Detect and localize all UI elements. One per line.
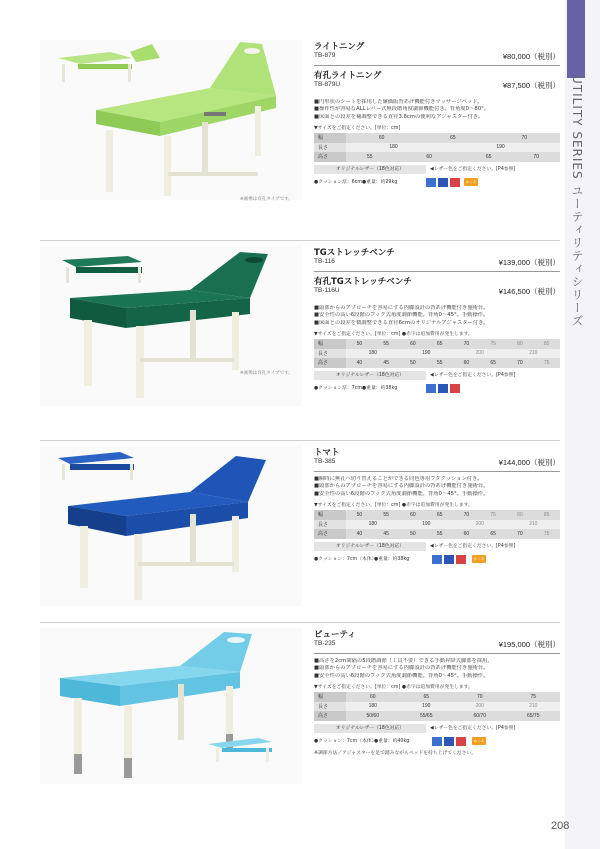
variant-name: 有孔ライトニング	[314, 71, 382, 81]
row-label: 長さ	[314, 349, 346, 359]
table-cell: 50	[346, 339, 373, 349]
table-cell: 65	[426, 339, 453, 349]
swatch-icon	[438, 384, 448, 393]
table-cell: 55	[426, 358, 453, 368]
table-cell: 50	[400, 358, 427, 368]
swatch-icon	[456, 737, 466, 746]
product-name: ビューティ	[314, 630, 356, 640]
variant-price: ¥87,500（税別）	[502, 81, 560, 90]
table-cell: 210	[507, 702, 561, 712]
leather-label: オリジナルレザー（18色対応）	[314, 165, 426, 174]
product-info	[314, 628, 560, 756]
table-row	[314, 358, 560, 368]
table-cell: 190	[400, 349, 454, 359]
product-photo	[40, 628, 302, 784]
spec-row	[314, 554, 560, 569]
photo-note: ※画像は有孔タイプです。	[240, 371, 293, 376]
table-row	[314, 529, 560, 539]
spec-row	[314, 736, 560, 751]
table-cell: 55	[373, 510, 400, 520]
row-label: 高さ	[314, 358, 346, 368]
table-cell: 50	[346, 510, 373, 520]
feature-list	[314, 476, 560, 498]
table-cell: 65	[400, 692, 454, 702]
table-cell: 75	[480, 510, 507, 520]
table-cell: 75	[507, 692, 561, 702]
table-cell: 55/65	[400, 711, 454, 721]
table-cell: 65	[417, 133, 488, 143]
row-label: 長さ	[314, 520, 346, 530]
product-info	[314, 246, 560, 395]
table-cell: 70	[507, 358, 534, 368]
table-cell: 210	[507, 520, 561, 530]
table-cell: 200	[453, 520, 507, 530]
product-photo	[40, 246, 302, 406]
feature-item: ■安全性の高い6段階のフック式角度調節機能。背角0～45°。手動操作。	[314, 490, 489, 497]
variant-code: TB-879U	[314, 81, 341, 88]
feature-item: ■操作性が容易なALLレバー式無段階角度調節機能付き。背角度0～80°。	[314, 106, 490, 113]
feature-list	[314, 658, 560, 680]
table-cell: 50	[400, 529, 427, 539]
variant-title-row	[314, 275, 560, 301]
table-cell: 85	[533, 339, 560, 349]
weight-spec: ●重量：約40kg	[374, 738, 410, 744]
table-cell: 80	[507, 339, 534, 349]
swatch-icon	[444, 737, 454, 746]
feature-item: ■頭部からのアプローチを容易にする内脚設計の背あげ機能付き施術台。	[314, 665, 489, 672]
spec-row	[314, 177, 560, 192]
product-title-row	[314, 628, 560, 654]
table-cell: 65	[480, 358, 507, 368]
size-note: ▼サイズをご指定ください。[単位：cm] ●赤字は追加費用が発生します。	[314, 332, 473, 338]
leather-note: ◀レザー色をご指定ください。[P4参照]	[430, 372, 516, 378]
table-cell: 180	[346, 702, 400, 712]
leather-row	[314, 724, 560, 734]
cushion-spec: ●クッション厚：7cm	[314, 385, 363, 391]
table-cell: 40	[346, 529, 373, 539]
row-label: 高さ	[314, 152, 346, 162]
spec-row	[314, 383, 560, 395]
table-cell: 50/60	[346, 711, 400, 721]
variant-code: TB-116U	[314, 287, 340, 294]
table-cell: 60	[346, 692, 400, 702]
adjust-footnote: ※調節方法／アジャスターを足で踏みながらベッドを持ち上げてください。	[314, 750, 477, 756]
table-cell: 65	[465, 152, 513, 162]
table-row	[314, 692, 560, 702]
section-divider	[40, 440, 560, 441]
table-cell: 60/70	[453, 711, 507, 721]
leather-note: ◀レザー色をご指定ください。[P4参照]	[430, 725, 516, 731]
table-cell: 190	[441, 143, 560, 153]
table-row	[314, 349, 560, 359]
table-cell: 180	[346, 520, 400, 530]
product-price: ¥80,000（税別）	[502, 52, 560, 61]
badge-icon: かくあき	[465, 179, 477, 192]
table-cell: 70	[453, 510, 480, 520]
table-cell: 60	[453, 529, 480, 539]
badge-icon: かくあき	[473, 738, 485, 751]
side-accent	[567, 0, 585, 78]
leather-label: オリジナルレザー（18色対応）	[314, 371, 426, 380]
table-cell: 55	[346, 152, 394, 162]
product-name: ライトニング	[314, 42, 365, 52]
swatch-icon	[432, 737, 442, 746]
table-cell: 180	[346, 143, 441, 153]
table-cell: 70	[453, 339, 480, 349]
feature-item: ■頭部からのアプローチを容易にする内脚設計の背あげ機能付き施術台。	[314, 483, 489, 490]
table-cell: 75	[533, 358, 560, 368]
table-cell: 80	[507, 510, 534, 520]
massage-bed-illustration	[40, 40, 302, 200]
table-row	[314, 133, 560, 143]
table-row	[314, 152, 560, 162]
table-cell: 75	[533, 529, 560, 539]
feature-item: ■瞬時に無孔へ切り替えることができる同色専用フタクッション付き。	[314, 476, 483, 482]
table-cell: 65/75	[507, 711, 561, 721]
cushion-spec: ●クッション：7cm（本体）	[314, 738, 377, 744]
table-cell: 40	[346, 358, 373, 368]
table-cell: 180	[346, 349, 400, 359]
table-cell: 45	[373, 358, 400, 368]
table-cell: 70	[512, 152, 560, 162]
product-photo	[40, 446, 302, 606]
row-label: 高さ	[314, 529, 346, 539]
table-row	[314, 143, 560, 153]
row-label: 長さ	[314, 143, 346, 153]
product-code: TB-116	[314, 258, 335, 265]
feature-item: ■床面との段差を補調整できる直径3.8cmの便利なアジャスター付き。	[314, 113, 484, 120]
product-title-row	[314, 446, 560, 472]
row-label: 幅	[314, 133, 346, 143]
table-cell: 65	[426, 510, 453, 520]
page-number: 208	[551, 820, 570, 832]
table-row	[314, 702, 560, 712]
row-label: 幅	[314, 692, 346, 702]
swatch-icon	[444, 555, 454, 564]
feature-item: ■円形状のシートを採用した廉価版背あげ機能付きマッサージベッド。	[314, 99, 483, 105]
product-code: TB-385	[314, 458, 336, 465]
row-label: 長さ	[314, 702, 346, 712]
swatch-icon	[432, 555, 442, 564]
product-title-row	[314, 246, 560, 272]
product-price: ¥195,000（税別）	[498, 640, 560, 649]
table-row	[314, 711, 560, 721]
size-table	[314, 339, 560, 368]
table-cell: 70	[507, 529, 534, 539]
table-cell: 75	[480, 339, 507, 349]
cushion-spec: ●クッション厚：6cm	[314, 179, 363, 185]
table-cell: 45	[373, 529, 400, 539]
table-cell: 210	[507, 349, 561, 359]
table-cell: 190	[400, 520, 454, 530]
product-price: ¥144,000（税別）	[498, 458, 560, 467]
feature-list	[314, 99, 560, 121]
product-name: TGストレッチベンチ	[314, 248, 395, 258]
section-divider	[40, 240, 560, 241]
table-cell: 70	[489, 133, 560, 143]
feature-item: ■頭部からのアプローチを容易にする内脚設計の背あげ機能付き施術台。	[314, 305, 489, 311]
row-label: 高さ	[314, 711, 346, 721]
massage-bed-illustration	[40, 246, 302, 406]
product-code: TB-235	[314, 640, 336, 647]
section-divider	[40, 622, 560, 623]
size-note: ▼サイズをご指定ください。[単位：cm]	[314, 126, 401, 132]
table-cell: 55	[373, 339, 400, 349]
size-note: ▼サイズをご指定ください。[単位：cm] ●赤字は追加費用が発生します。	[314, 685, 473, 691]
table-cell: 65	[480, 529, 507, 539]
size-table	[314, 510, 560, 539]
variant-name: 有孔TGストレッチベンチ	[314, 277, 412, 287]
feature-list	[314, 305, 560, 327]
feature-item: ■床面との段差を微調整できる直径6cmのオリジナルアジャスター付き。	[314, 319, 489, 326]
cushion-spec: ●クッション：7cm（本体）	[314, 556, 377, 562]
leather-label: オリジナルレザー（18色対応）	[314, 542, 426, 551]
swatch-icon	[450, 384, 460, 393]
size-table	[314, 133, 560, 162]
product-photo	[40, 40, 302, 200]
weight-spec: ●重量：約38kg	[362, 385, 398, 391]
table-cell: 200	[453, 349, 507, 359]
size-note: ▼サイズをご指定ください。[単位：cm] ●赤字は追加費用が発生します。	[314, 503, 473, 509]
table-cell: 55	[426, 529, 453, 539]
table-row	[314, 510, 560, 520]
swatch-icon	[450, 178, 460, 187]
massage-bed-illustration	[40, 446, 302, 606]
weight-spec: ●重量：約38kg	[374, 556, 410, 562]
variant-price: ¥146,500（税別）	[498, 287, 560, 296]
product-title-row	[314, 40, 560, 66]
table-cell: 60	[400, 510, 427, 520]
weight-spec: ●重量：約29kg	[362, 179, 398, 185]
photo-note: ※画像は有孔タイプです。	[240, 197, 293, 202]
product-code: TB-879	[314, 52, 336, 59]
swatch-icon	[456, 555, 466, 564]
badge-icon: かくあき	[473, 556, 485, 569]
row-label: 幅	[314, 510, 346, 520]
swatch-icon	[426, 178, 436, 187]
feature-item: ■安全性の高い6段階のフック式角度調節機能。背角0～45°。手動操作。	[314, 672, 489, 679]
leather-label: オリジナルレザー（18色対応）	[314, 724, 426, 733]
feature-item: ■安全性の高い6段階のフック式角度調節機能。背角0～45°。手動操作。	[314, 312, 489, 319]
swatch-icon	[426, 384, 436, 393]
product-price: ¥139,000（税別）	[498, 258, 560, 267]
table-row	[314, 339, 560, 349]
table-cell: 85	[533, 510, 560, 520]
series-label: UTILITY SERIES ユーティリティシリーズ	[570, 75, 584, 328]
table-cell: 190	[400, 702, 454, 712]
table-cell: 60	[394, 152, 465, 162]
row-label: 幅	[314, 339, 346, 349]
table-cell: 60	[400, 339, 427, 349]
table-cell: 60	[346, 133, 417, 143]
size-table	[314, 692, 560, 721]
product-name: トマト	[314, 448, 340, 458]
variant-title-row	[314, 69, 560, 95]
swatch-icon	[438, 178, 448, 187]
feature-item: ■高さを2cm間隔の5段階調節（工具不要）できる手動昇降式脚部を採用。	[314, 658, 493, 664]
leather-row	[314, 165, 560, 175]
leather-note: ◀レザー色をご指定ください。[P4参照]	[430, 543, 516, 549]
product-info	[314, 40, 560, 192]
table-cell: 60	[453, 358, 480, 368]
table-cell: 200	[453, 702, 507, 712]
leather-note: ◀レザー色をご指定ください。[P4参照]	[430, 166, 516, 172]
massage-bed-illustration	[40, 628, 302, 784]
table-row	[314, 520, 560, 530]
leather-row	[314, 542, 560, 552]
leather-row	[314, 371, 560, 381]
product-info	[314, 446, 560, 569]
table-cell: 70	[453, 692, 507, 702]
